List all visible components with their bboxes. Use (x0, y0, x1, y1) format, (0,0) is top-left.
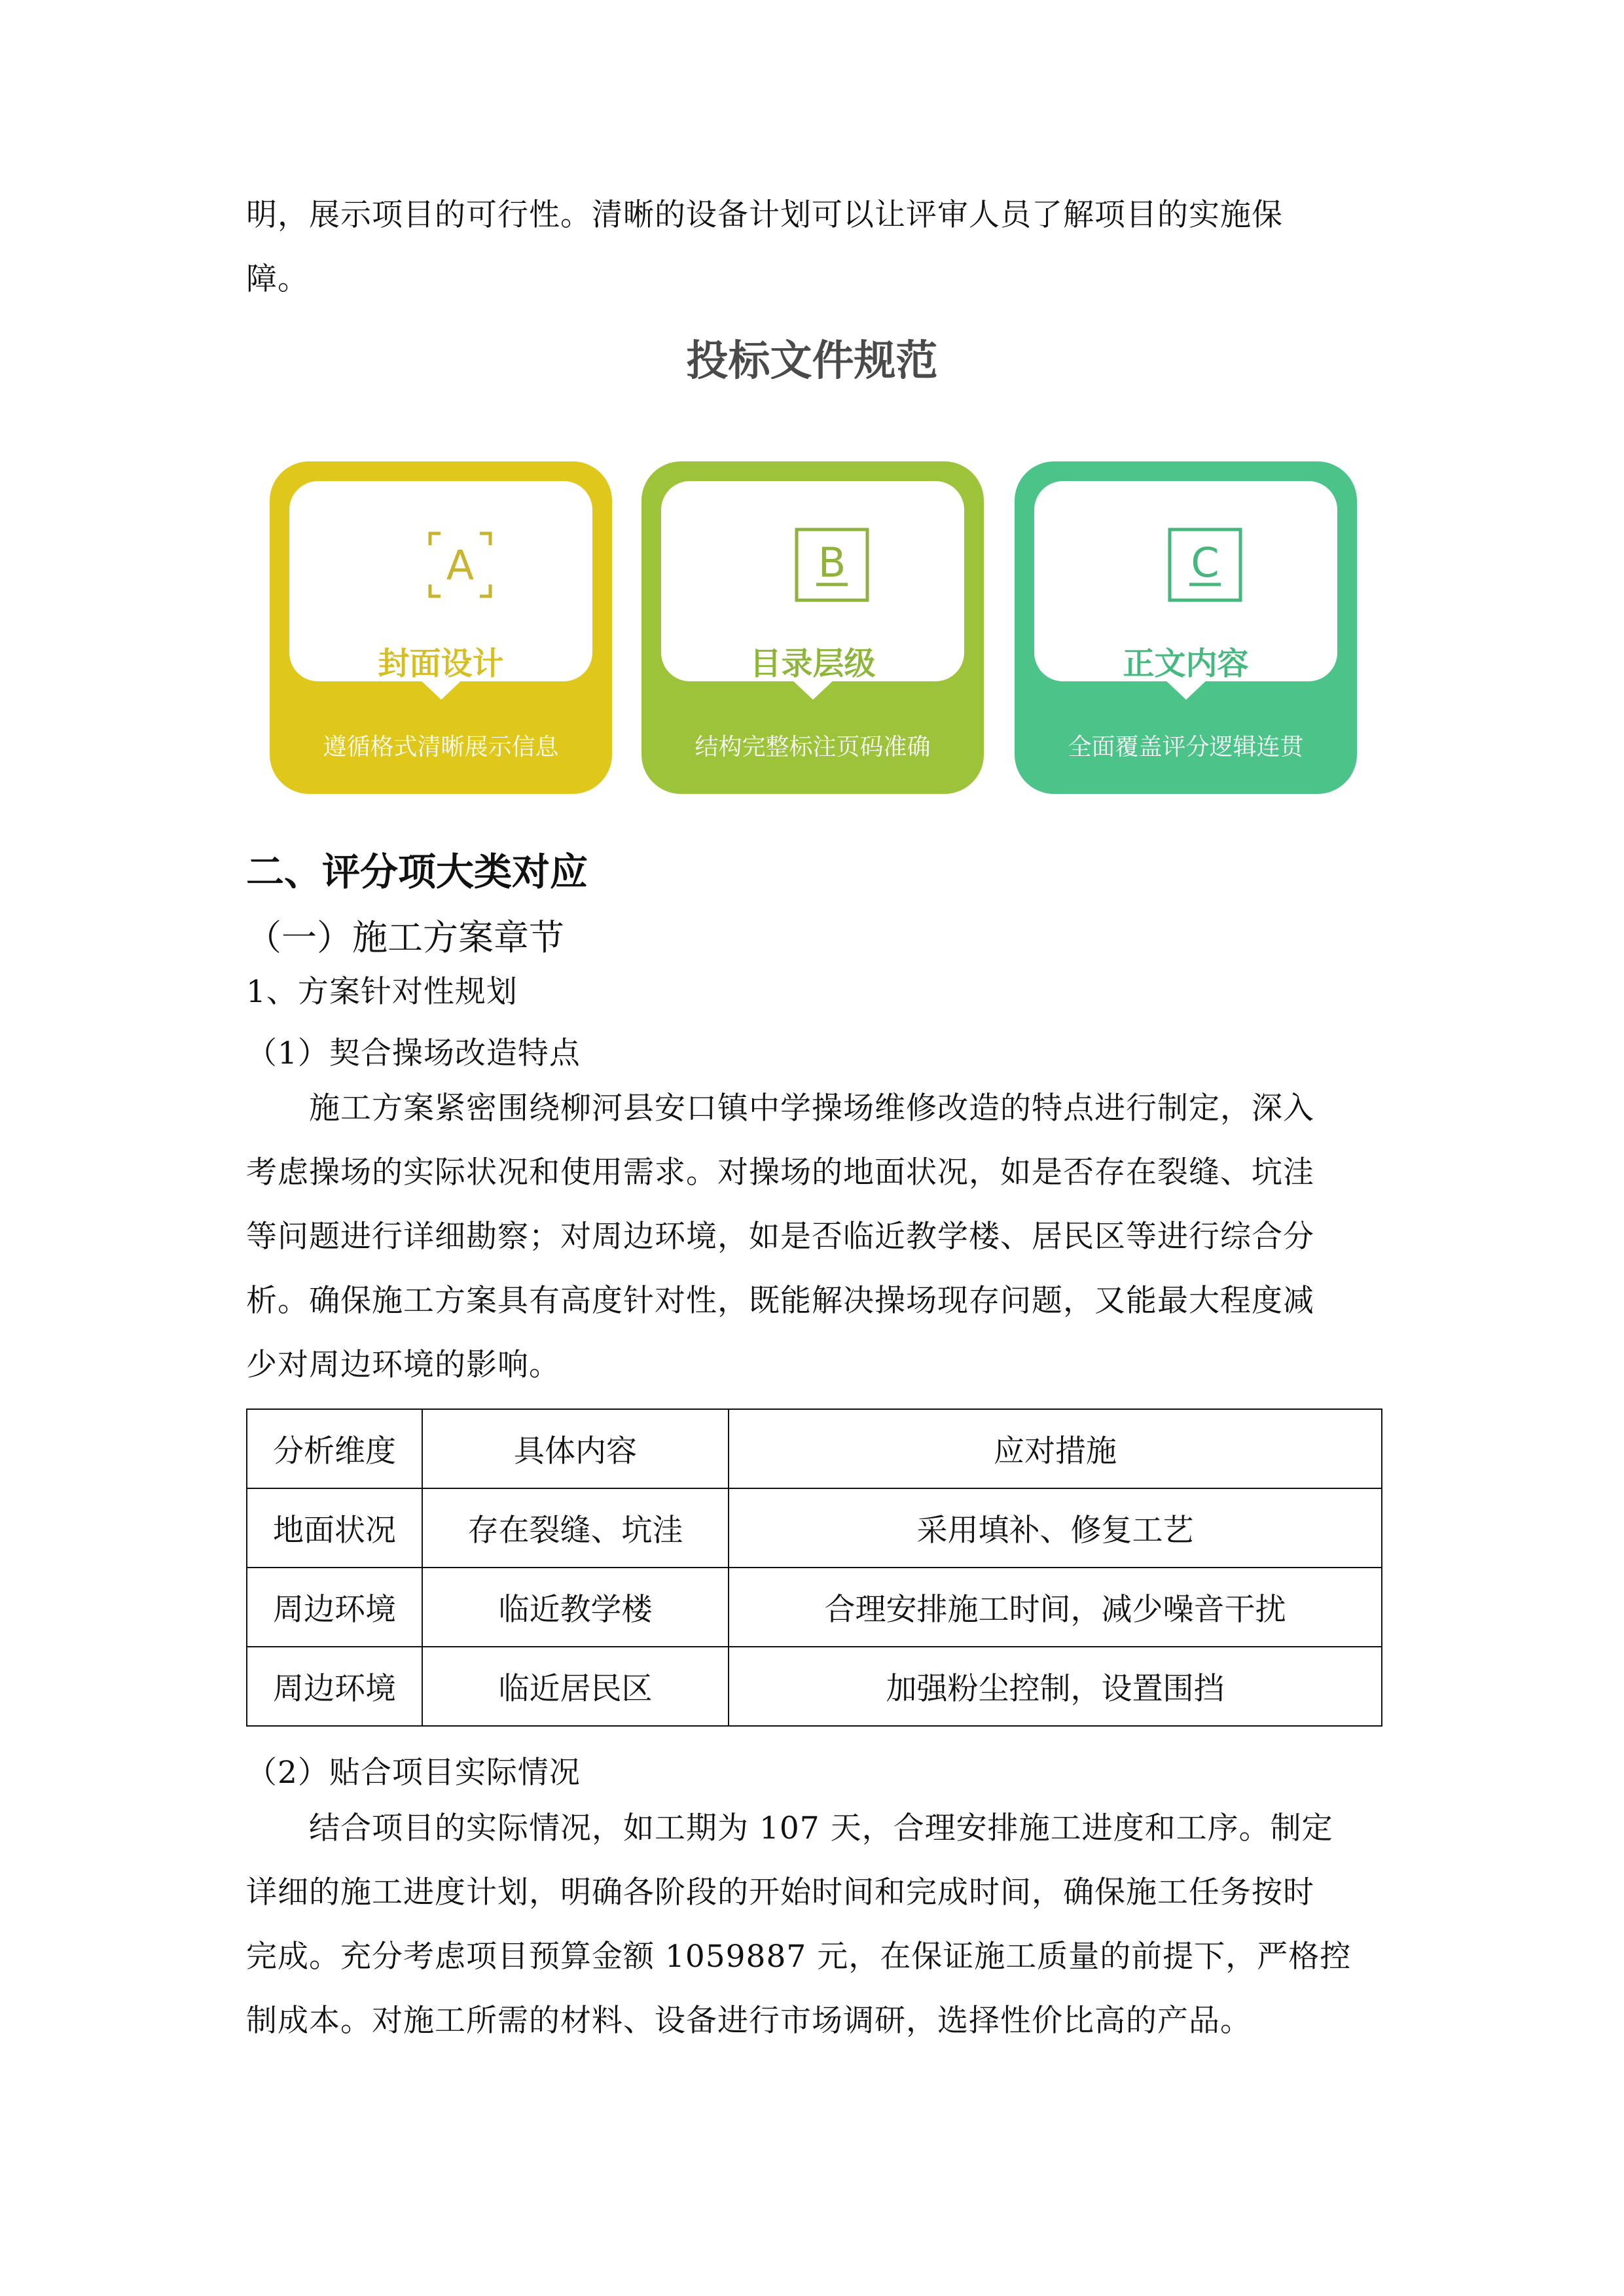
paragraph-line: 析。确保施工方案具有高度针对性，既能解决操场现存问题，又能最大程度减 (246, 1283, 1314, 1319)
letter-a-bracket-icon (414, 519, 506, 611)
table-header-row (247, 1409, 1382, 1488)
card-pointer (1163, 677, 1210, 700)
point-heading: （2）贴合项目实际情况 (246, 1755, 581, 1791)
table-cell: 地面状况 (247, 1488, 422, 1568)
card-cover-design (270, 461, 612, 794)
paragraph-line: 制成本。对施工所需的材料、设备进行市场调研，选择性价比高的产品。 (246, 2003, 1252, 2039)
table-cell: 存在裂缝、坑洼 (422, 1488, 729, 1568)
card-subtitle: 遵循格式清晰展示信息 (323, 734, 559, 761)
point-heading: （1）契合操场改造特点 (246, 1035, 581, 1071)
table-row (247, 1568, 1382, 1647)
paragraph-line: 考虑操场的实际状况和使用需求。对操场的地面状况，如是否存在裂缝、坑洼 (246, 1155, 1314, 1191)
card-body-content (1015, 461, 1357, 794)
card-toc-levels (641, 461, 984, 794)
table-cell: 合理安排施工时间，减少噪音干扰 (729, 1568, 1382, 1647)
table-cell: 临近居民区 (422, 1647, 729, 1726)
item-heading: 1、方案针对性规划 (246, 974, 518, 1010)
card-title: 封面设计 (378, 645, 504, 682)
letter-b-box-icon (786, 519, 878, 611)
card-title: 目录层级 (749, 645, 876, 682)
paragraph-line: 少对周边环境的影响。 (246, 1347, 560, 1383)
table-cell: 加强粉尘控制，设置围挡 (729, 1647, 1382, 1726)
card-pointer (418, 677, 465, 700)
paragraph-line: 结合项目的实际情况，如工期为 107 天，合理安排施工进度和工序。制定 (309, 1810, 1333, 1846)
subsection-heading: （一）施工方案章节 (246, 917, 564, 958)
intro-line-2: 障。 (246, 261, 309, 297)
card-panel (1034, 481, 1337, 681)
letter-c-box-icon (1159, 519, 1251, 611)
card-panel (661, 481, 964, 681)
table-row (247, 1488, 1382, 1568)
table-row (247, 1647, 1382, 1726)
table-cell: 周边环境 (247, 1647, 422, 1726)
svg-text:A: A (446, 541, 475, 589)
table-header-cell: 应对措施 (729, 1409, 1382, 1488)
svg-text:B: B (818, 539, 846, 586)
table-cell: 采用填补、修复工艺 (729, 1488, 1382, 1568)
table-header-cell: 分析维度 (247, 1409, 422, 1488)
card-subtitle: 全面覆盖评分逻辑连贯 (1068, 734, 1304, 761)
paragraph-line: 完成。充分考虑项目预算金额 1059887 元，在保证施工质量的前提下，严格控 (246, 1939, 1352, 1975)
analysis-table (246, 1408, 1382, 1727)
table-cell: 周边环境 (247, 1568, 422, 1647)
card-pointer (789, 677, 837, 700)
table-cell: 临近教学楼 (422, 1568, 729, 1647)
svg-text:C: C (1191, 539, 1219, 586)
paragraph-line: 等问题进行详细勘察；对周边环境，如是否临近教学楼、居民区等进行综合分 (246, 1219, 1314, 1255)
card-panel (289, 481, 592, 681)
intro-line-1: 明，展示项目的可行性。清晰的设备计划可以让评审人员了解项目的实施保 (246, 197, 1283, 233)
paragraph-line: 详细的施工进度计划，明确各阶段的开始时间和完成时间，确保施工任务按时 (246, 1874, 1314, 1910)
card-subtitle: 结构完整标注页码准确 (695, 734, 931, 761)
table-header-cell: 具体内容 (422, 1409, 729, 1488)
section-heading: 二、评分项大类对应 (246, 850, 588, 894)
paragraph-line: 施工方案紧密围绕柳河县安口镇中学操场维修改造的特点进行制定，深入 (309, 1090, 1314, 1126)
infographic-title: 投标文件规范 (686, 337, 938, 386)
card-title: 正文内容 (1123, 645, 1249, 682)
